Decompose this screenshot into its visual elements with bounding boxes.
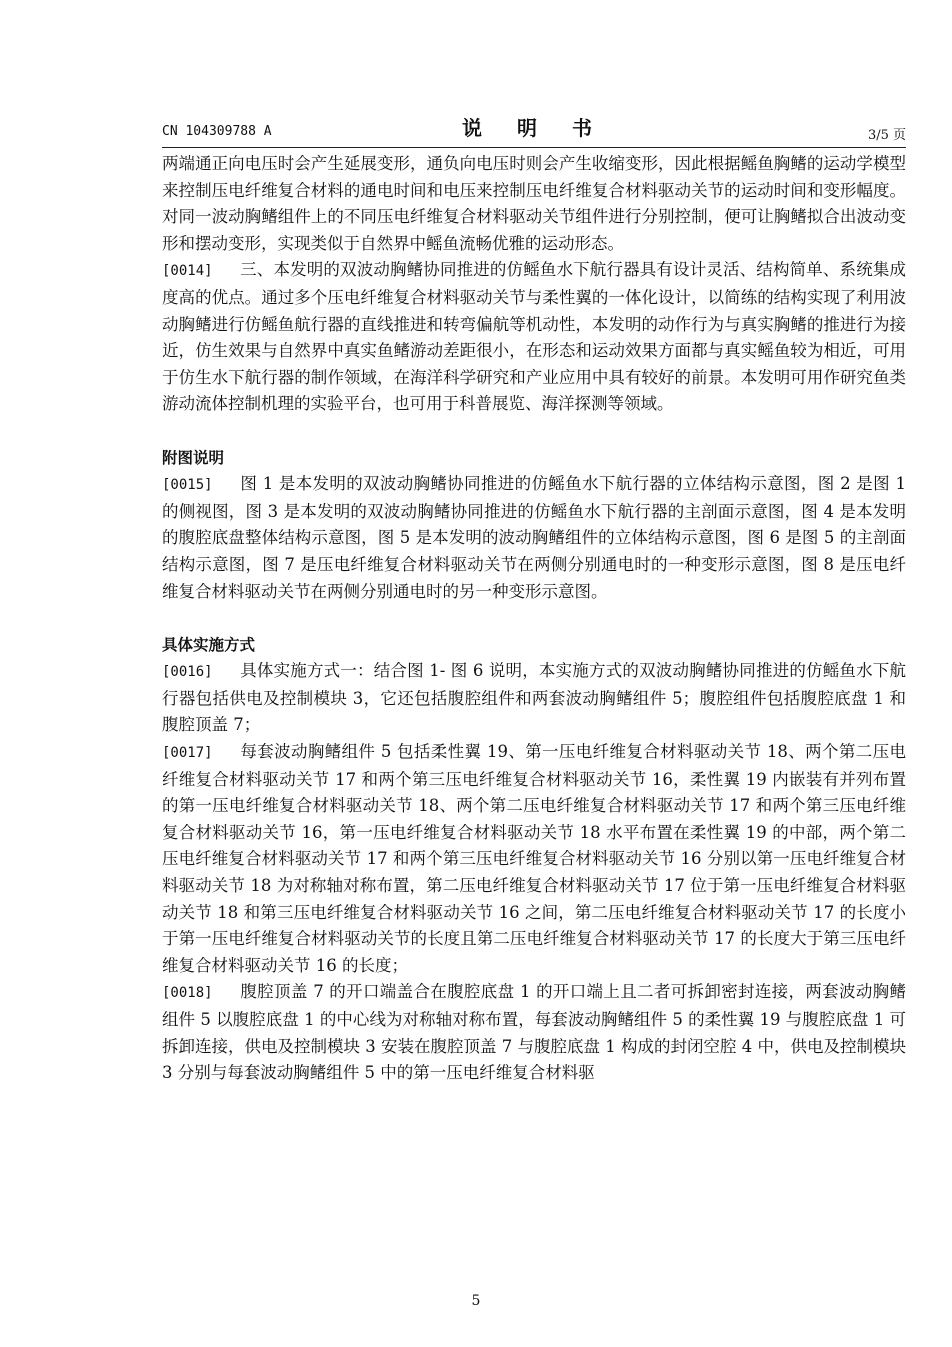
section-title-embodiments: 具体实施方式 [162, 635, 256, 654]
paragraph-number: [0017] [162, 745, 213, 762]
paragraph-0017 [162, 739, 906, 979]
paragraph-0016 [162, 658, 906, 739]
paragraph-number: [0018] [162, 985, 213, 1002]
doc-number: CN 104309788 A [162, 124, 272, 139]
continuation-text: 两端通正向电压时会产生延展变形，通负向电压时则会产生收缩变形，因此根据鳐鱼胸鳍的运动学模型来控制压电纤维复合材料的通电时间和电压来控制压电纤维复合材料驱动关节的运动时间和变形幅度。对同一波动胸鳍组件上的不同压电纤维复合材料驱动关节组件进行分别控制，便可让胸鳍拟合出波动变形和摆动变形，实现类似于自然界中鳐鱼流畅优雅的运动形态。 [162, 154, 906, 253]
doc-title: 说 明 书 [462, 116, 606, 140]
paragraph-0015 [162, 471, 906, 605]
paragraph-number: [0015] [162, 477, 213, 494]
page-of: 3/5 页 [867, 128, 906, 143]
paragraph-text: 具体实施方式一：结合图 1- 图 6 说明，本实施方式的双波动胸鳍协同推进的仿鳐鱼水下航行器包括供电及控制模块 3，它还包括腹腔组件和两套波动胸鳍组件 5；腹腔组件包括腹腔底盘 1 和腹腔顶盖 7； [162, 661, 906, 735]
paragraph-text: 三、本发明的双波动胸鳍协同推进的仿鳐鱼水下航行器具有设计灵活、结构简单、系统集成度高的优点。通过多个压电纤维复合材料驱动关节与柔性翼的一体化设计，以简练的结构实现了利用波动胸鳍进行仿鳐鱼航行器的直线推进和转弯偏航等机动性，本发明的动作行为与真实胸鳍的推进行为接近，仿生效果与自然界中真实鱼鳍游动差距很小，在形态和运动效果方面都与真实鳐鱼较为相近，可用于仿生水下航行器的制作领域，在海洋科学研究和产业应用中具有较好的前景。本发明可用作研究鱼类游动流体控制机理的实验平台，也可用于科普展览、海洋探测等领域。 [162, 260, 906, 414]
page-number: 5 [471, 1293, 481, 1309]
section-title-drawings: 附图说明 [162, 448, 225, 467]
paragraph-text: 腹腔顶盖 7 的开口端盖合在腹腔底盘 1 的开口端上且二者可拆卸密封连接，两套波动胸鳍组件 5 以腹腔底盘 1 的中心线为对称轴对称布置，每套波动胸鳍组件 5 的柔性翼 19 与腹腔底盘 1 可拆卸连接，供电及控制模块 3 安装在腹腔顶盖 7 与腹腔底盘 1 构成的封闭空腔 4 中，供电及控制模块 3 分别与每套波动胸鳍组件 5 中的第一压电纤维复合材料驱 [162, 982, 906, 1083]
spacer [162, 418, 906, 445]
header-rule [162, 147, 906, 148]
document-body [162, 151, 906, 1087]
paragraph-0014 [162, 257, 906, 418]
paragraph-number: [0016] [162, 664, 213, 681]
spacer [162, 605, 906, 632]
paragraph-text: 每套波动胸鳍组件 5 包括柔性翼 19、第一压电纤维复合材料驱动关节 18、两个第二压电纤维复合材料驱动关节 17 和两个第三压电纤维复合材料驱动关节 16，柔性翼 19 内嵌装有并列布置的第一压电纤维复合材料驱动关节 18、两个第二压电纤维复合材料驱动关节 17 和两个第三压电纤维复合材料驱动关节 16，第一压电纤维复合材料驱动关节 18 水平布置在柔性翼 19 的中部，两个第二压电纤维复合材料驱动关节 17 和两个第三压电纤维复合材料驱动关节 16 分别以第一压电纤维复合材料驱动关节 18 为对称轴对称布置，第二压电纤维复合材料驱动关节 17 位于第一压电纤维复合材料驱动关节 18 和第三压电纤维复合材料驱动关节 16 之间，第二压电纤维复合材料驱动关节 17 的长度小于第一压电纤维复合材料驱动关节的长度且第二压电纤维复合材料驱动关节 17 的长度大于第三压电纤维复合材料驱动关节 16 的长度； [162, 742, 906, 975]
paragraph-text: 图 1 是本发明的双波动胸鳍协同推进的仿鳐鱼水下航行器的立体结构示意图，图 2 是图 1 的侧视图，图 3 是本发明的双波动胸鳍协同推进的仿鳐鱼水下航行器的主剖面示意图，图 4 是本发明的腹腔底盘整体结构示意图，图 5 是本发明的波动胸鳍组件的立体结构示意图，图 6 是图 5 的主剖面结构示意图，图 7 是压电纤维复合材料驱动关节在两侧分别通电时的一种变形示意图，图 8 是压电纤维复合材料驱动关节在两侧分别通电时的另一种变形示意图。 [162, 474, 906, 601]
page-header [162, 112, 906, 146]
paragraph-number: [0014] [162, 263, 213, 280]
paragraph-0018 [162, 979, 906, 1086]
